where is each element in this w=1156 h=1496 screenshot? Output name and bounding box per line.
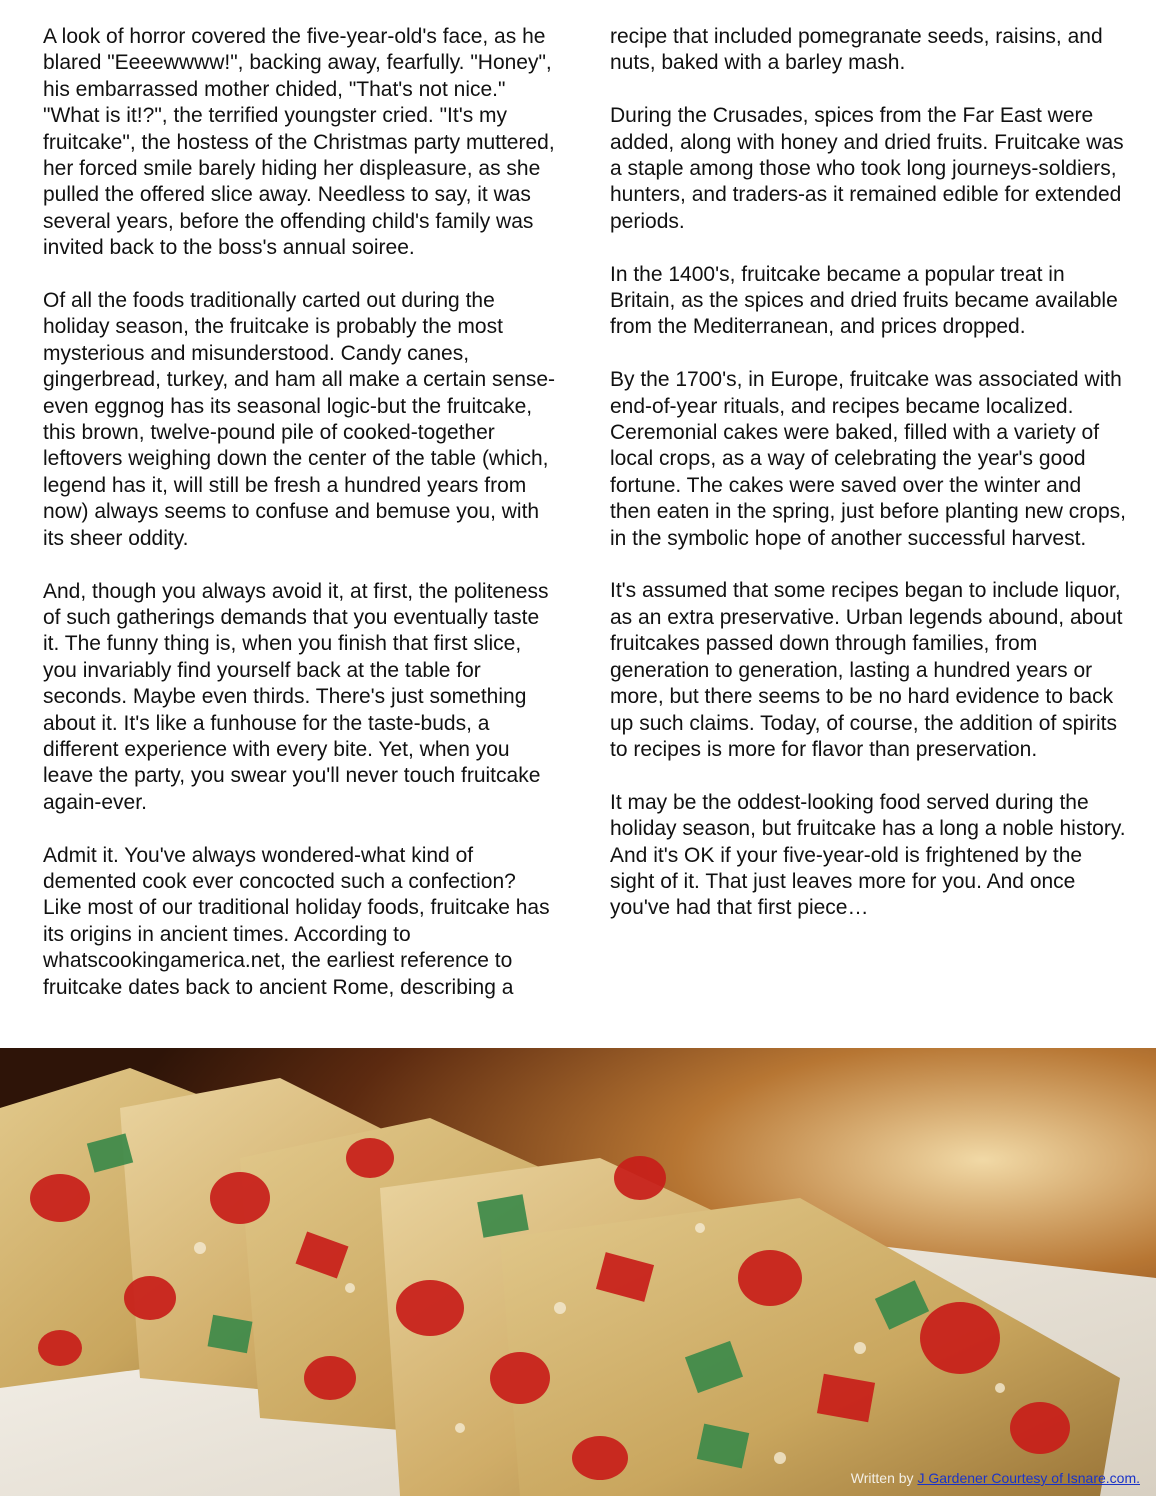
article-column-left	[43, 24, 559, 1027]
article-paragraph: During the Crusades, spices from the Far East were added, along with honey and dried fruits. Fruitcake was a staple among those who took long journeys-soldiers, hunters, and traders-as it remained edible for extended periods.	[610, 104, 1124, 233]
fruitcake-photo	[0, 1048, 1156, 1496]
article-paragraph: By the 1700's, in Europe, fruitcake was associated with end-of-year rituals, and recipes became localized. Ceremonial cakes were baked, filled with a variety of local crops, as a way of celebrating the year's good fortune. The cakes were saved over the winter and then eaten in the spring, just before planting new crops, in the symbolic hope of another successful harvest.	[610, 368, 1126, 550]
article-paragraph: A look of horror covered the five-year-old's face, as he blared "Eeeewwww!", backing away, fearfully. "Honey", his embarrassed mother chided, "That's not nice." "What is it!?", the terrified youngster cried. "It's my fruitcake", the hostess of the Christmas party muttered, her forced smile barely hiding her displeasure, as she pulled the offered slice away. Needless to say, it was several years, before the offending child's family was invited back to the boss's annual soiree.	[43, 25, 555, 260]
photo-credit	[851, 1470, 1140, 1486]
credit-link[interactable]: J Gardener Courtesy of Isnare.com.	[917, 1470, 1140, 1486]
article-paragraph: In the 1400's, fruitcake became a popular treat in Britain, as the spices and dried fruits became available from the Mediterranean, and prices dropped.	[610, 262, 1118, 339]
credit-prefix: Written by	[850, 1470, 918, 1486]
article-paragraph: Of all the foods traditionally carted out during the holiday season, the fruitcake is probably the most mysterious and misunderstood. Candy canes, gingerbread, turkey, and ham all make a certain sense-even eggnog has its seasonal logic-but the fruitcake, this brown, twelve-pound pile of cooked-together leftovers weighing down the center of the table (which, legend has it, will still be fresh a hundred years from now) always seems to confuse and bemuse you, with its sheer oddity.	[43, 289, 556, 550]
article-paragraph: recipe that included pomegranate seeds, raisins, and nuts, baked with a barley mash.	[610, 25, 1103, 75]
article-paragraph: And, though you always avoid it, at first, the politeness of such gatherings demands that you eventually taste it. The funny thing is, when you finish that first slice, you invariably find yourself back at the table for seconds. Maybe even thirds. There's just something about it. It's like a funhouse for the taste-buds, a different experience with every bite. Yet, when you leave the party, you swear you'll never touch fruitcake again-ever.	[43, 579, 549, 814]
article-paragraph: It may be the oddest-looking food served during the holiday season, but fruitcake has a long a noble history. And it's OK if your five-year-old is frightened by the sight of it. That just leaves more for you. And once you've had that first piece…	[610, 790, 1126, 920]
article-paragraph: It's assumed that some recipes began to include liquor, as an extra preservative. Urban legends abound, about fruitcakes passed down through families, from generation to generation, lasting a hundred years or more, but there seems to be no hard evidence to back up such claims. Today, of course, the addition of spirits to recipes is more for flavor than preservation.	[610, 579, 1123, 761]
fruitcake-slices-image	[0, 1048, 1156, 1496]
article-paragraph: Admit it. You've always wondered-what kind of demented cook ever concocted such a confection? Like most of our traditional holiday foods, fruitcake has its origins in ancient times. According to whatscookingamerica.net, the earliest reference to fruitcake dates back to ancient Rome, describing a	[43, 843, 550, 999]
article-column-right	[610, 24, 1126, 948]
